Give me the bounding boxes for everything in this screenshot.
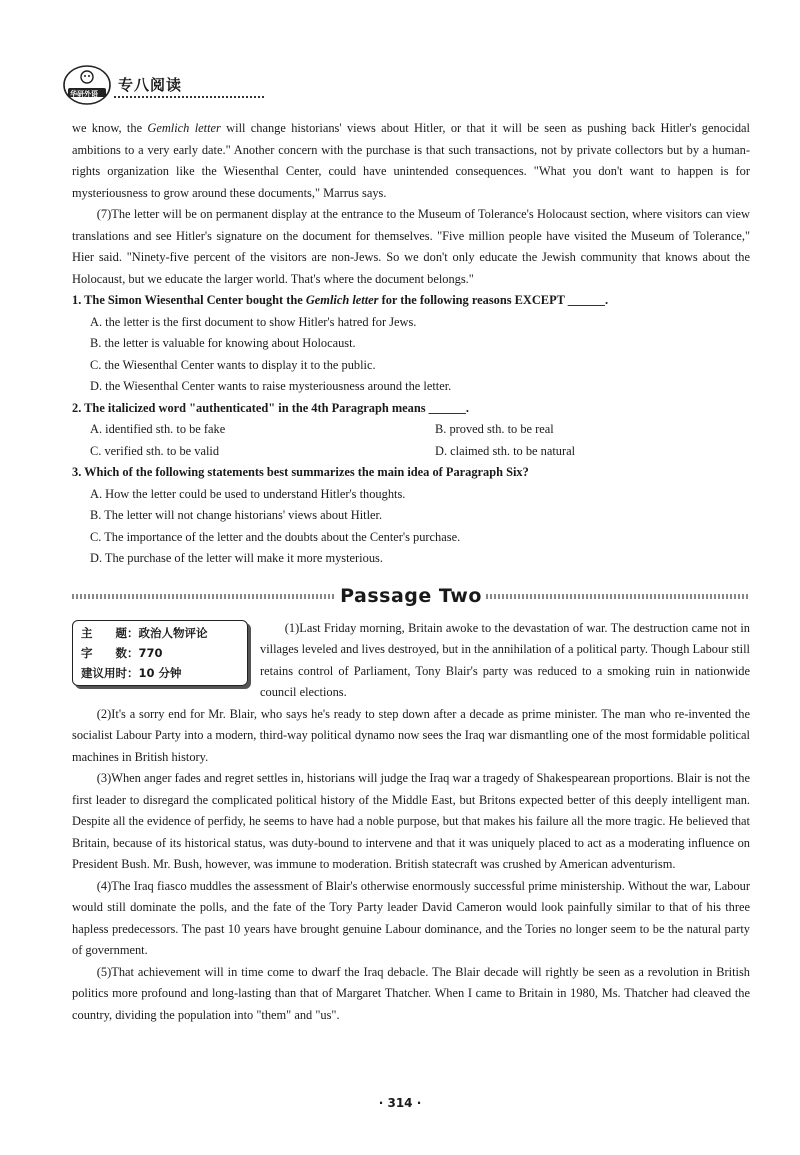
passage-info-box [72,620,248,686]
info-suggested-time: 建议用时：10 分钟 [81,665,182,680]
question-1-option-a: A. the letter is the first document to show Hitler's hatred for Jews. [90,314,417,329]
question-2-stem: 2. The italicized word "authenticated" in the 4th Paragraph means ______. [72,400,469,415]
question-2-option-c: C. verified sth. to be valid [90,443,220,458]
question-3-option-b: B. The letter will not change historians' views about Hitler. [90,508,383,522]
passage-two-paragraph-4: (4)The Iraq fiasco muddles the assessment of Blair's otherwise enormously successful prime ministership. Without the war, Labour would still dominate the polls, and the fate of the Tory Party leader David Cameron would look painfully similar to that of his three hapless predecessors. The past 10 years have brought genuine Labour dominance, and the Tories no longer seem to be the natural party of government. [72,878,750,957]
paragraph-6-continued: we know, the Gemlich letter will change historians' views about Hitler, or that it will be seen as pushing back Hitler's genocidal ambitions to a very early date." Another concern with the purchase is that such transactions, not by private collectors but by a human-rights organization like the Wiesenthal Center, could have unintended consequences. "What you don't want to happen is for mysteriousness to grow around these documents," Marrus says. [72,121,750,200]
question-1-option-b: B. the letter is valuable for knowing about Holocaust. [90,336,356,350]
divider-line-left [72,594,336,599]
question-3-stem: 3. Which of the following statements best summarizes the main idea of Paragraph Six? [72,465,529,479]
page-number: · 314 · [378,1096,422,1110]
passage-two-paragraph-2: (2)It's a sorry end for Mr. Blair, who says he's ready to step down after a decade as prime minister. The man who re-invented the socialist Labour Party into a modern, third-way political dynamo now sees the Iraq war dismantling one of the most formidable political machines in British history. [72,706,750,764]
question-2-options-row-1 [72,419,750,441]
logo-icon [62,64,112,106]
question-3-option-d: D. The purchase of the letter will make it more mysterious. [90,551,383,565]
question-1-stem: 1. The Simon Wiesenthal Center bought the Gemlich letter for the following reasons EXCEPT ______. [72,293,609,307]
question-2-option-a: A. identified sth. to be fake [90,422,226,436]
question-1-option-c: C. the Wiesenthal Center wants to display it to the public. [90,357,376,372]
logo-caption: 华研外语 [70,90,98,98]
passage-divider [72,584,750,610]
passage-two-title: Passage Two [340,584,482,607]
question-2-option-d: D. claimed sth. to be natural [435,443,576,458]
divider-line-right [486,594,750,599]
page-content [72,118,750,1026]
question-2-option-b: B. proved sth. to be real [435,422,554,436]
question-3-option-c: C. The importance of the letter and the doubts about the Center's purchase. [90,529,461,544]
passage-two-intro [72,618,750,704]
passage-two-paragraph-5: (5)That achievement will in time come to dwarf the Iraq debacle. The Blair decade will rightly be seen as a revolution in British politics more profound and long-lasting than that of Margaret Thatcher. When I came to Britain in 1980, Ms. Thatcher had cleaved the country, dividing the population into "them" and "us". [72,964,750,1022]
question-2-options-row-2 [72,441,750,463]
paragraph-7: (7)The letter will be on permanent display at the entrance to the Museum of Tolerance's Holocaust section, where visitors can view translations and see Hitler's signature on the document for themselves. "Five million people have visited the Museum of Tolerance," Hier said. "Ninety-five percent of the visitors are non-Jews. So we don't only educate the Jewish community that knows about the Holocaust, but we educate the larger world. That's where the document belongs." [72,207,750,286]
question-1-option-d: D. the Wiesenthal Center wants to raise mysteriousness around the letter. [90,379,452,393]
header-underline [114,96,264,98]
section-title: 专八阅读 [118,76,183,94]
page-header [62,64,212,104]
info-topic: 主 题：政治人物评论 [81,625,208,640]
question-3-option-a: A. How the letter could be used to understand Hitler's thoughts. [90,486,406,501]
passage-two-paragraph-3: (3)When anger fades and regret settles in, historians will judge the Iraq war a tragedy of Shakespearean proportions. Blair is not the first leader to disregard the complicated political history of the Middle East, but Britons expected better of this deeply intelligent man. Despite all the evidence of perfidy, he seems to have had a noble purpose, but that makes his failure all the more tragic. He believed that Britain, because of its historical status, was duty-bound to intervene and that it was uniquely placed to act as a moderating influence on President Bush. Mr. Bush, however, was immune to moderation. British statecraft was crushed by American adventurism. [72,771,750,871]
info-word-count: 字 数：770 [81,645,163,660]
passage-two-paragraph-1: (1)Last Friday morning, Britain awoke to the devastation of war. The destruction came not in villages leveled and lives destroyed, but in the annihilation of a political party. Though Labour still retains control of Parliament, Tony Blair's party was reduced to a smoking ruin in nationwide council elections. [260,620,751,699]
